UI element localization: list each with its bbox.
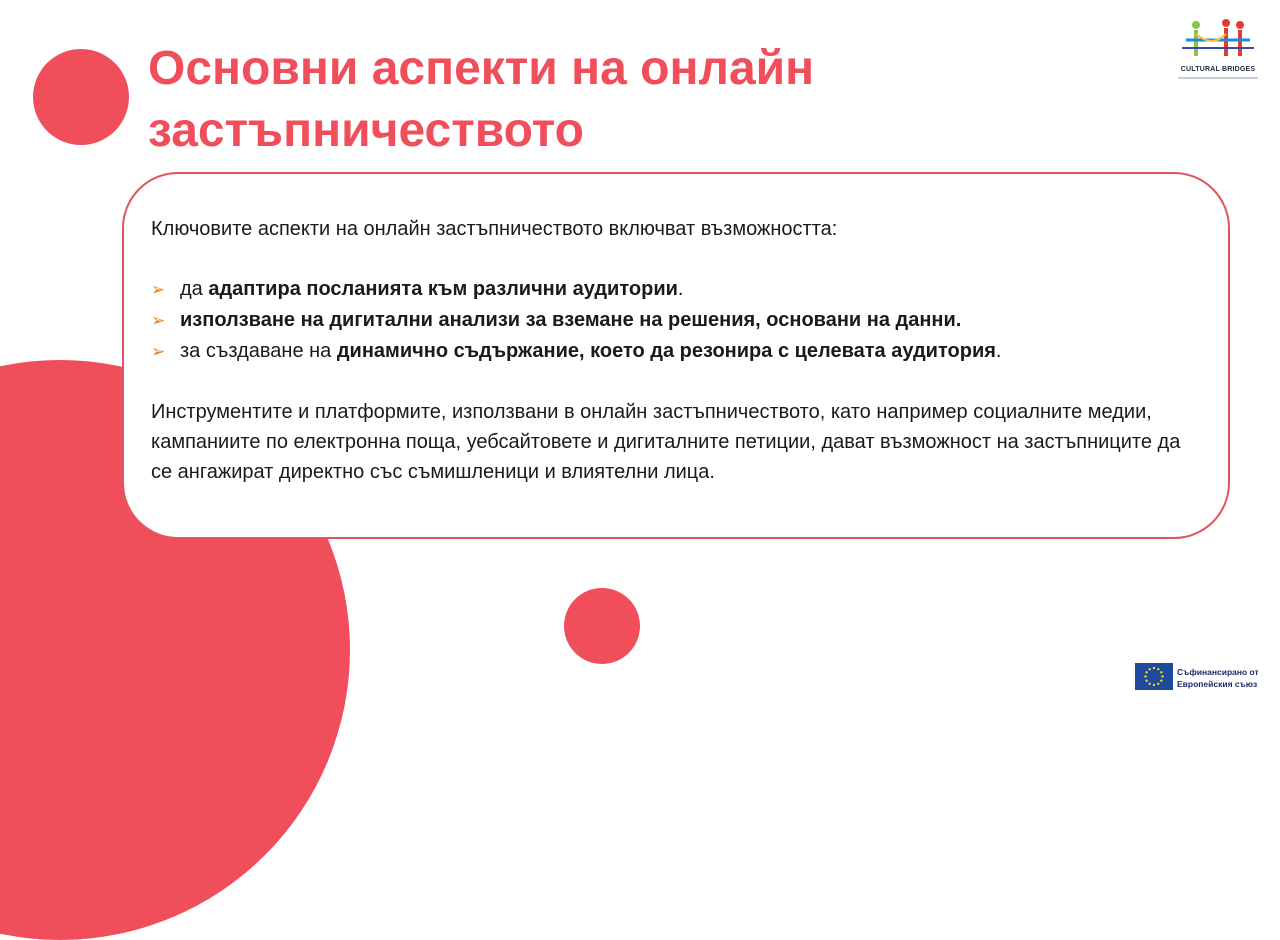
- arrow-bullet-icon: ➢: [151, 280, 166, 299]
- eu-badge-line-1: Съфинансирано от: [1177, 667, 1259, 677]
- title-line-1: Основни аспекти на онлайн: [148, 42, 815, 95]
- bullet-item: [151, 305, 1200, 336]
- eu-cofunded-badge: [1135, 663, 1275, 693]
- logo-tagline-line: [1178, 77, 1258, 79]
- arrow-bullet-icon: ➢: [151, 342, 166, 361]
- eu-badge-text: [1177, 666, 1259, 690]
- bullet-text: използване на дигитални анализи за вземане на решения, основани на данни.: [180, 309, 962, 331]
- bullet-text: за създаване на динамично съдържание, което да резонира с целевата аудитория.: [180, 340, 1002, 362]
- decorative-circle-top: [33, 49, 129, 145]
- eu-flag-icon: [1135, 663, 1173, 690]
- logo-name: CULTURAL BRIDGES: [1180, 66, 1256, 73]
- bullet-item: [151, 274, 1200, 305]
- cultural-bridges-logo: [1172, 18, 1264, 94]
- body-paragraph: Инструментите и платформите, използвани в онлайн застъпничеството, като например социалните медии, кампаниите по електронна поща, уебсайтовете и дигиталните петиции, дават възможност на застъпниците да се ангажират директно със съмишленици и влиятелни лица.: [151, 401, 1181, 483]
- intro-text: Ключовите аспекти на онлайн застъпничеството включват възможността:: [151, 218, 838, 240]
- bridge-people-icon: [1182, 18, 1254, 64]
- eu-badge-line-2: Европейския съюз: [1177, 679, 1258, 689]
- decorative-circle-bottom: [564, 588, 640, 664]
- slide-title: [148, 38, 1048, 162]
- arrow-bullet-icon: ➢: [151, 311, 166, 330]
- content-card: [122, 172, 1230, 539]
- bullet-text: да адаптира посланията към различни аудитории.: [180, 278, 684, 300]
- title-line-2: застъпничеството: [148, 104, 584, 157]
- bullet-list: [151, 274, 1200, 367]
- bullet-item: [151, 336, 1200, 367]
